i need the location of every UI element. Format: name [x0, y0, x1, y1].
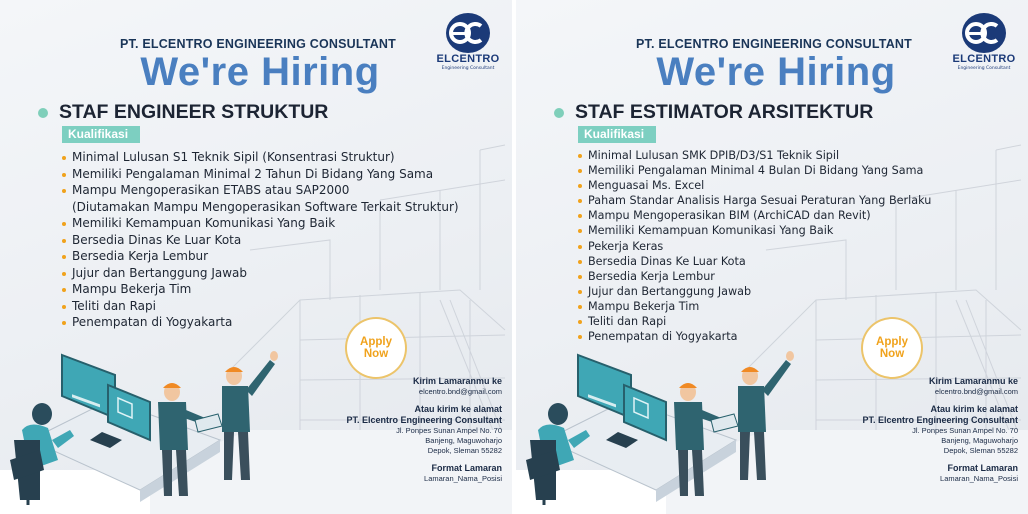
requirement-item: Memiliki Kemampuan Komunikasi Yang Baik — [62, 215, 459, 232]
contact-info — [798, 376, 1018, 484]
requirement-item: Jujur dan Bertanggung Jawab — [62, 265, 459, 282]
logo-icon — [432, 12, 504, 54]
position-row — [38, 101, 328, 124]
send-label: Kirim Lamaranmu ke — [412, 376, 502, 386]
apply-label-line1: Apply — [876, 336, 908, 348]
apply-now-button[interactable] — [347, 319, 405, 377]
requirement-item: Bersedia Dinas Ke Luar Kota — [578, 254, 931, 269]
format-value: Lamaran_Nama_Posisi — [940, 474, 1018, 483]
position-title: STAF ENGINEER STRUKTUR — [59, 101, 329, 123]
requirement-item: (Diutamakan Mampu Mengoperasikan Software Terkait Struktur) — [72, 199, 459, 214]
format-label: Format Lamaran — [947, 463, 1018, 473]
position-row — [554, 101, 873, 124]
requirement-item: Mampu Mengoperasikan BIM (ArchiCAD dan Revit) — [578, 208, 931, 223]
bullet-dot-icon — [554, 108, 564, 118]
apply-label-line2: Now — [363, 348, 389, 360]
requirement-item: Minimal Lulusan SMK DPIB/D3/S1 Teknik Sipil — [578, 148, 931, 163]
apply-label-line2: Now — [879, 348, 905, 360]
requirement-item: Mampu Bekerja Tim — [62, 281, 459, 298]
requirement-item: Memiliki Kemampuan Komunikasi Yang Baik — [578, 223, 931, 238]
hiring-headline: We're Hiring — [140, 50, 380, 94]
qualification-label: Kualifikasi — [578, 126, 656, 143]
position-title: STAF ESTIMATOR ARSITEKTUR — [575, 101, 874, 123]
logo-tagline: Engineering Consultant — [957, 66, 1011, 71]
contact-info — [282, 376, 502, 484]
email-address[interactable]: elcentro.bnd@gmail.com — [934, 387, 1018, 396]
company-logo — [432, 12, 504, 70]
apply-label-line1: Apply — [360, 336, 392, 348]
company-name: PT. ELCENTRO ENGINEERING CONSULTANT — [120, 37, 396, 51]
send-label: Kirim Lamaranmu ke — [928, 376, 1018, 386]
requirement-item: Teliti dan Rapi — [578, 314, 931, 329]
logo-icon — [948, 12, 1020, 54]
requirements-list — [578, 148, 931, 344]
requirement-item: Paham Standar Analisis Harga Sesuai Peraturan Yang Berlaku — [578, 193, 931, 208]
requirement-item: Pekerja Keras — [578, 239, 931, 254]
address-label: Atau kirim ke alamat — [930, 404, 1018, 414]
requirements-list — [62, 149, 459, 331]
bullet-dot-icon — [38, 108, 48, 118]
contact-company: PT. Elcentro Engineering Consultant — [346, 415, 502, 425]
requirement-item: Penempatan di Yogyakarta — [62, 314, 459, 331]
logo-tagline: Engineering Consultant — [441, 66, 495, 71]
requirement-item: Memiliki Pengalaman Minimal 2 Tahun Di Bidang Yang Sama — [62, 166, 459, 183]
logo-wordmark: ELCENTRO — [436, 53, 500, 65]
requirement-item: Teliti dan Rapi — [62, 298, 459, 315]
requirement-item: Minimal Lulusan S1 Teknik Sipil (Konsentrasi Struktur) — [62, 149, 459, 166]
qualification-label: Kualifikasi — [62, 126, 140, 143]
email-address[interactable]: elcentro.bnd@gmail.com — [418, 387, 502, 396]
requirement-item: Bersedia Kerja Lembur — [578, 269, 931, 284]
requirement-item: Mampu Mengoperasikan ETABS atau SAP2000 — [62, 182, 459, 199]
company-name: PT. ELCENTRO ENGINEERING CONSULTANT — [636, 37, 912, 51]
hiring-headline: We're Hiring — [656, 50, 896, 94]
format-value: Lamaran_Nama_Posisi — [424, 474, 502, 483]
contact-company: PT. Elcentro Engineering Consultant — [862, 415, 1018, 425]
format-label: Format Lamaran — [431, 463, 502, 473]
requirement-item: Jujur dan Bertanggung Jawab — [578, 284, 931, 299]
requirement-item: Menguasai Ms. Excel — [578, 178, 931, 193]
address-line-3: Depok, Sleman 55282 — [427, 446, 502, 455]
hiring-poster-1 — [0, 0, 512, 514]
address-line-2: Banjeng, Maguwoharjo — [941, 436, 1018, 445]
address-label: Atau kirim ke alamat — [414, 404, 502, 414]
requirement-item: Memiliki Pengalaman Minimal 4 Bulan Di Bidang Yang Sama — [578, 163, 931, 178]
requirement-item: Bersedia Dinas Ke Luar Kota — [62, 232, 459, 249]
address-line-3: Depok, Sleman 55282 — [943, 446, 1018, 455]
apply-now-button[interactable] — [863, 319, 921, 377]
address-line-1: Jl. Ponpes Sunan Ampel No. 70 — [912, 426, 1018, 435]
requirement-item: Penempatan di Yogyakarta — [578, 329, 931, 344]
logo-wordmark: ELCENTRO — [952, 53, 1016, 65]
hiring-poster-2 — [516, 0, 1028, 514]
requirement-item: Mampu Bekerja Tim — [578, 299, 931, 314]
address-line-2: Banjeng, Maguwoharjo — [425, 436, 502, 445]
requirement-item: Bersedia Kerja Lembur — [62, 248, 459, 265]
address-line-1: Jl. Ponpes Sunan Ampel No. 70 — [396, 426, 502, 435]
company-logo — [948, 12, 1020, 70]
